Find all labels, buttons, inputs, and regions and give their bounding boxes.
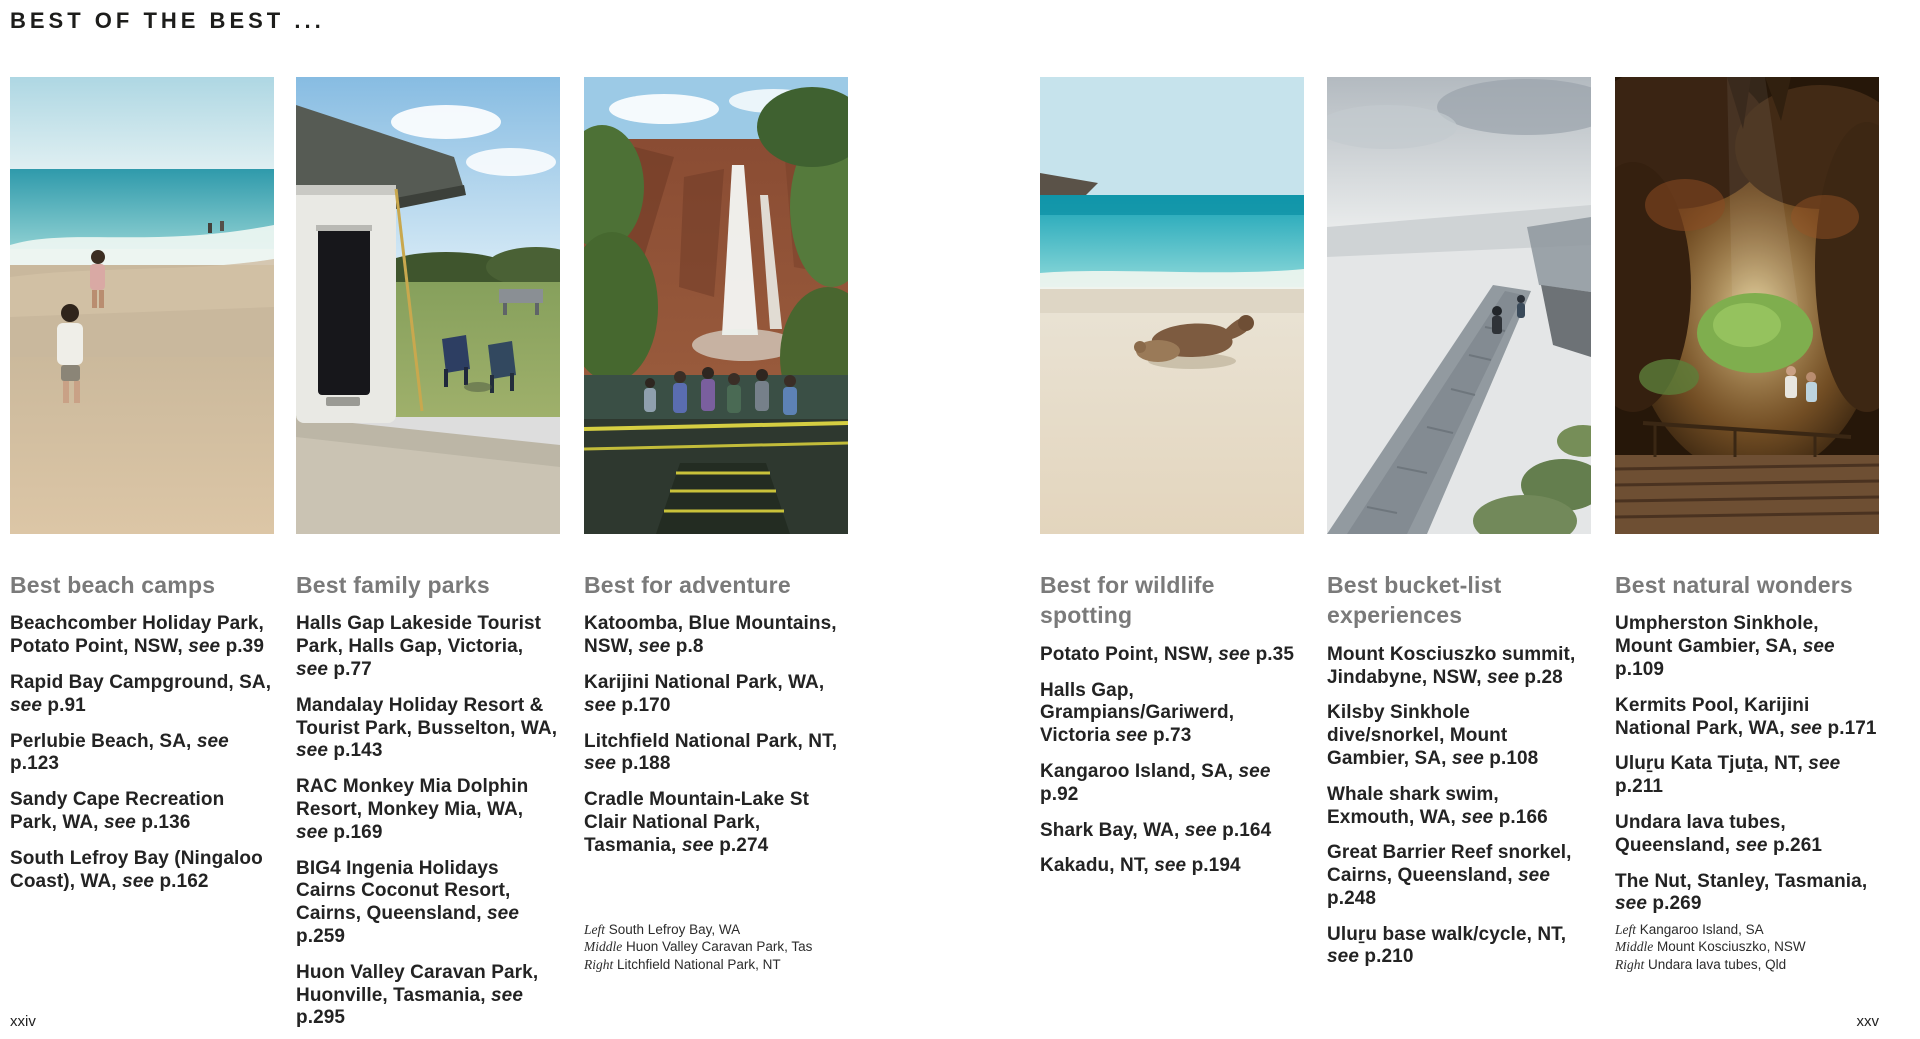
see-word: see bbox=[103, 811, 136, 833]
see-word: see bbox=[487, 903, 520, 925]
item-text: Mandalay Holiday Resort & Tourist Park, Busselton, WA, bbox=[296, 694, 558, 739]
column-heading: Best bucket-list experiences bbox=[1327, 572, 1502, 629]
see-word: see bbox=[1218, 643, 1251, 665]
list-item bbox=[1327, 924, 1591, 970]
photo-waterfall-boardwalk bbox=[584, 77, 848, 534]
item-text: Umpherston Sinkhole, Mount Gambier, SA, bbox=[1615, 613, 1819, 658]
item-text: Whale shark swim, Exmouth, WA, bbox=[1327, 783, 1499, 828]
beach-photo-illustration bbox=[10, 77, 274, 534]
see-word: see bbox=[638, 636, 671, 658]
list-item bbox=[1615, 812, 1879, 858]
column-heading: Best natural wonders bbox=[1615, 572, 1853, 598]
photo-credit-line bbox=[1615, 921, 1915, 938]
photo-caravan-campsite bbox=[296, 77, 560, 534]
photo-credit-line bbox=[1615, 956, 1915, 973]
page-ref: p.259 bbox=[296, 925, 346, 947]
column-items bbox=[10, 613, 274, 893]
page-ref: p.73 bbox=[1152, 725, 1192, 747]
item-text: Potato Point, NSW, bbox=[1040, 643, 1213, 665]
see-word: see bbox=[296, 821, 329, 843]
item-text: Cradle Mountain-Lake St Clair National Park, Tasmania, bbox=[584, 789, 810, 856]
page-ref: p.8 bbox=[675, 636, 704, 658]
list-item bbox=[1615, 613, 1879, 681]
page-ref: p.210 bbox=[1364, 946, 1414, 968]
page-ref: p.261 bbox=[1772, 834, 1823, 856]
page-ref: p.248 bbox=[1327, 887, 1377, 909]
item-text: Undara lava tubes, Queensland, bbox=[1615, 811, 1786, 856]
see-word: see bbox=[188, 636, 221, 658]
item-text: Kangaroo Island, SA, bbox=[1040, 760, 1234, 782]
column-best-wildlife-spotting bbox=[1040, 77, 1304, 891]
photo-credit-line bbox=[584, 921, 884, 938]
item-text: Halls Gap, Grampians/Gariwerd, Victoria bbox=[1040, 679, 1235, 747]
list-item bbox=[1040, 820, 1304, 843]
photo-sea-lions-on-beach bbox=[1040, 77, 1304, 534]
item-text: Rapid Bay Campground, SA, bbox=[10, 671, 272, 693]
column-best-natural-wonders bbox=[1615, 77, 1879, 929]
list-item bbox=[1040, 644, 1304, 667]
item-text: South Lefroy Bay (Ningaloo Coast), WA, bbox=[10, 847, 263, 892]
list-item bbox=[1040, 761, 1304, 807]
column-best-for-adventure bbox=[584, 77, 848, 871]
item-text: Kermits Pool, Karijini National Park, WA, bbox=[1615, 694, 1810, 739]
page-ref: p.92 bbox=[1040, 783, 1079, 805]
caravan-photo-illustration bbox=[296, 77, 560, 534]
item-text: Shark Bay, WA, bbox=[1040, 819, 1180, 841]
see-word: see bbox=[1808, 753, 1841, 775]
credit-text: South Lefroy Bay, WA bbox=[608, 922, 741, 937]
see-word: see bbox=[1735, 834, 1768, 856]
credit-position-label: Right bbox=[584, 956, 614, 972]
page-number-right: xxv bbox=[1856, 1013, 1879, 1030]
page-ref: p.77 bbox=[333, 658, 372, 680]
list-item bbox=[1327, 644, 1591, 690]
page-ref: p.188 bbox=[621, 753, 671, 775]
credit-text: Kangaroo Island, SA bbox=[1639, 922, 1764, 937]
page-ref: p.211 bbox=[1615, 776, 1664, 798]
list-item bbox=[1615, 695, 1879, 741]
see-word: see bbox=[490, 984, 523, 1006]
page-ref: p.91 bbox=[47, 694, 86, 716]
column-heading: Best beach camps bbox=[10, 572, 216, 598]
column-items bbox=[1040, 644, 1304, 878]
column-items bbox=[1615, 613, 1879, 916]
item-text: Sandy Cape Recreation Park, WA, bbox=[10, 789, 225, 833]
credit-text: Huon Valley Caravan Park, Tas bbox=[626, 939, 813, 955]
list-item bbox=[584, 789, 848, 857]
item-text: Litchfield National Park, NT, bbox=[584, 730, 838, 752]
list-item bbox=[10, 672, 274, 718]
list-item bbox=[1040, 855, 1304, 878]
column-best-bucket-list bbox=[1327, 77, 1591, 982]
column-items bbox=[1327, 644, 1591, 970]
item-text: Beachcomber Holiday Park, Potato Point, NSW, bbox=[10, 613, 264, 658]
page-ref: p.269 bbox=[1652, 893, 1702, 915]
page-ref: p.170 bbox=[621, 694, 671, 716]
photo-credit-line bbox=[584, 956, 884, 973]
item-text: Huon Valley Caravan Park, Huonville, Tasmania, bbox=[296, 961, 539, 1006]
photo-cave-sinkhole-stairs bbox=[1615, 77, 1879, 534]
list-item bbox=[1327, 842, 1591, 910]
page-ref: p.39 bbox=[225, 636, 265, 658]
item-text: Kilsby Sinkhole dive/snorkel, Mount Gambier, SA, bbox=[1327, 702, 1508, 769]
see-word: see bbox=[1486, 666, 1519, 688]
list-item bbox=[1615, 871, 1879, 917]
see-word: see bbox=[1238, 760, 1271, 782]
page-number-left: xxiv bbox=[10, 1013, 36, 1030]
page-ref: p.143 bbox=[333, 740, 383, 762]
credit-position-label: Middle bbox=[1615, 939, 1654, 955]
see-word: see bbox=[196, 730, 229, 752]
list-item bbox=[1040, 680, 1304, 748]
page-ref: p.171 bbox=[1827, 717, 1877, 739]
item-text: Uluṟu base walk/cycle, NT, bbox=[1327, 923, 1567, 945]
list-item bbox=[584, 613, 848, 659]
column-heading: Best for adventure bbox=[584, 572, 791, 598]
page-ref: p.295 bbox=[296, 1007, 346, 1029]
credit-position-label: Middle bbox=[584, 939, 623, 955]
photo-credit-line bbox=[1615, 938, 1915, 955]
credit-text: Undara lava tubes, Qld bbox=[1648, 956, 1787, 972]
page-ref: p.28 bbox=[1524, 666, 1563, 688]
item-text: Halls Gap Lakeside Tourist Park, Halls Gap, Victoria, bbox=[296, 613, 542, 658]
photo-credits-right-page bbox=[1615, 921, 1915, 973]
credit-position-label: Left bbox=[584, 922, 606, 937]
item-text: Uluṟu Kata Tjuṯa, NT, bbox=[1615, 753, 1803, 775]
list-item bbox=[10, 731, 274, 777]
item-text: Kakadu, NT, bbox=[1040, 855, 1149, 877]
list-item bbox=[1327, 702, 1591, 770]
page-ref: p.136 bbox=[141, 811, 191, 833]
see-word: see bbox=[1518, 865, 1551, 887]
item-text: BIG4 Ingenia Holidays Cairns Coconut Resort, Cairns, Queensland, bbox=[296, 857, 511, 925]
page-ref: p.169 bbox=[333, 821, 383, 843]
page-ref: p.164 bbox=[1222, 819, 1272, 841]
page-title: BEST OF THE BEST ... bbox=[10, 8, 325, 33]
credit-text: Mount Kosciuszko, NSW bbox=[1657, 939, 1806, 955]
list-item bbox=[584, 672, 848, 718]
list-item bbox=[1615, 753, 1879, 799]
cave-photo-illustration bbox=[1615, 77, 1879, 534]
page-ref: p.162 bbox=[159, 870, 209, 892]
item-text: Perlubie Beach, SA, bbox=[10, 730, 192, 752]
column-heading: Best for wildlife spotting bbox=[1040, 572, 1215, 629]
see-word: see bbox=[1802, 636, 1835, 658]
waterfall-photo-illustration bbox=[584, 77, 848, 534]
page-ref: p.35 bbox=[1255, 643, 1295, 665]
item-text: The Nut, Stanley, Tasmania, bbox=[1615, 870, 1868, 892]
page-ref: p.194 bbox=[1191, 855, 1241, 877]
see-word: see bbox=[296, 658, 329, 680]
page-ref: p.108 bbox=[1489, 747, 1539, 769]
photo-snowy-mountain-hikers bbox=[1327, 77, 1591, 534]
item-text: Katoomba, Blue Mountains, NSW, bbox=[584, 613, 837, 658]
item-text: RAC Monkey Mia Dolphin Resort, Monkey Mia, WA, bbox=[296, 776, 529, 820]
see-word: see bbox=[10, 694, 43, 716]
page-ref: p.274 bbox=[719, 834, 769, 856]
see-word: see bbox=[1615, 893, 1648, 915]
page-ref: p.166 bbox=[1498, 806, 1548, 828]
credit-position-label: Right bbox=[1615, 956, 1645, 972]
photo-credit-line bbox=[584, 938, 884, 955]
list-item bbox=[296, 613, 560, 681]
credit-position-label: Left bbox=[1615, 922, 1637, 937]
list-item bbox=[10, 789, 274, 835]
see-word: see bbox=[296, 740, 329, 762]
see-word: see bbox=[584, 753, 617, 775]
column-best-beach-camps bbox=[10, 77, 274, 906]
see-word: see bbox=[1154, 855, 1187, 877]
column-best-family-parks bbox=[296, 77, 560, 1039]
list-item bbox=[296, 858, 560, 949]
item-text: Mount Kosciuszko summit, Jindabyne, NSW, bbox=[1327, 643, 1576, 688]
list-item bbox=[296, 776, 560, 844]
credit-text: Litchfield National Park, NT bbox=[617, 956, 781, 972]
column-items bbox=[296, 613, 560, 1030]
see-word: see bbox=[1790, 717, 1823, 739]
see-word: see bbox=[1451, 747, 1484, 769]
item-text: Karijini National Park, WA, bbox=[584, 671, 825, 693]
see-word: see bbox=[584, 694, 617, 716]
see-word: see bbox=[1115, 725, 1148, 747]
list-item bbox=[10, 613, 274, 659]
item-text: Great Barrier Reef snorkel, Cairns, Queensland, bbox=[1327, 842, 1572, 887]
page-ref: p.109 bbox=[1615, 658, 1665, 680]
see-word: see bbox=[1461, 806, 1494, 828]
list-item bbox=[296, 695, 560, 763]
see-word: see bbox=[122, 870, 155, 892]
photo-credits-left-page bbox=[584, 921, 884, 973]
snowy-path-photo-illustration bbox=[1327, 77, 1591, 534]
list-item bbox=[296, 962, 560, 1030]
sea-lions-photo-illustration bbox=[1040, 77, 1304, 534]
see-word: see bbox=[1327, 946, 1360, 968]
list-item bbox=[1327, 784, 1591, 830]
see-word: see bbox=[1184, 819, 1217, 841]
column-items bbox=[584, 613, 848, 857]
see-word: see bbox=[681, 834, 714, 856]
photo-children-walking-on-beach bbox=[10, 77, 274, 534]
column-heading: Best family parks bbox=[296, 572, 490, 598]
list-item bbox=[584, 731, 848, 777]
list-item bbox=[10, 848, 274, 894]
page-ref: p.123 bbox=[10, 753, 60, 775]
